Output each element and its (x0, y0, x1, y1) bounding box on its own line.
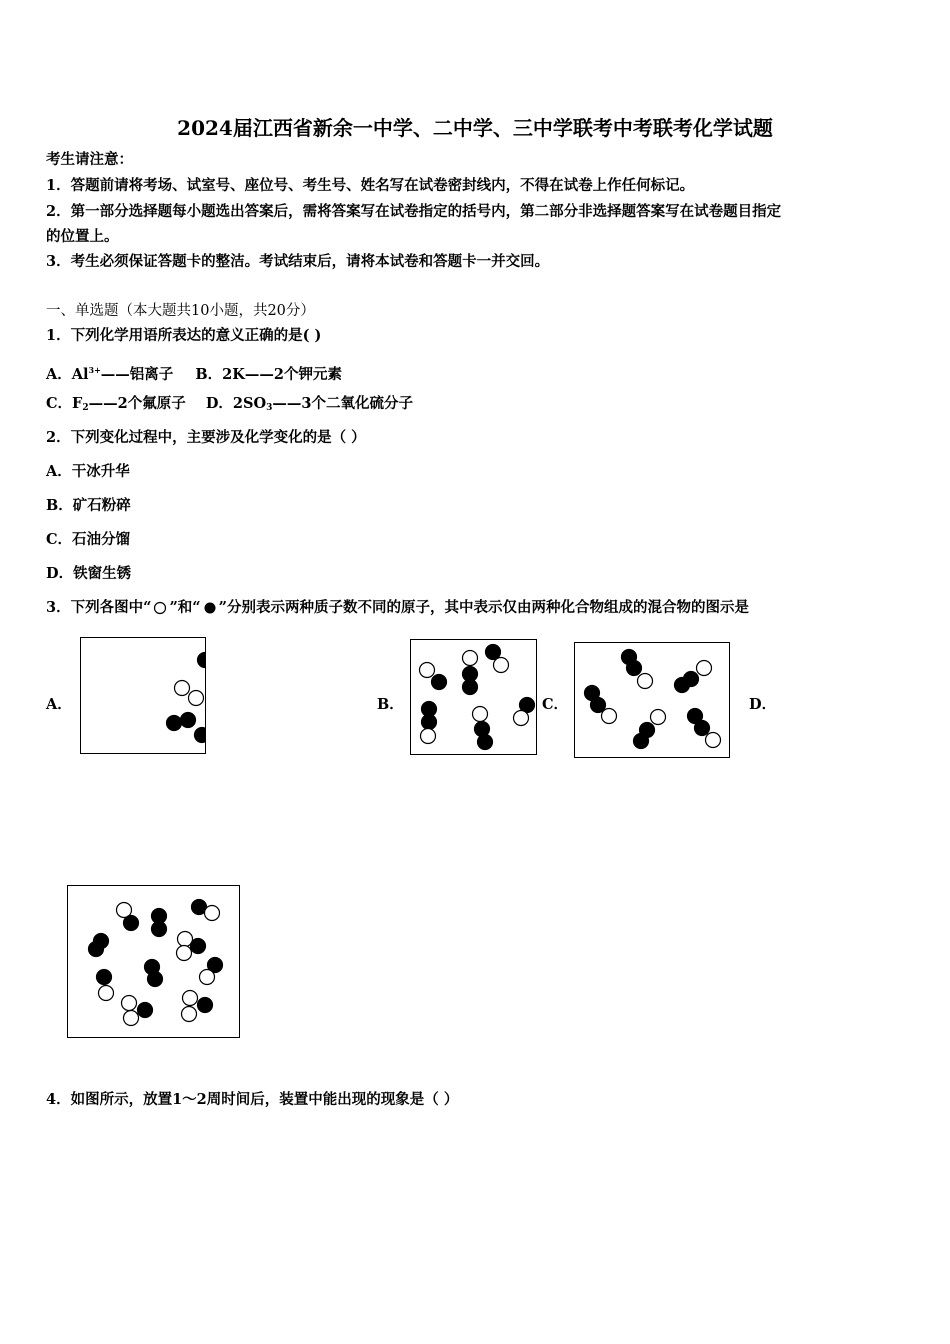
diagram-d-molecules (68, 886, 239, 1037)
q1-a-label: A．Al (46, 366, 89, 383)
diagram-b-molecules (411, 640, 536, 754)
q1-options-cd (46, 394, 413, 418)
q3-label-c: C． (542, 696, 569, 713)
notice-heading: 考生请注意： (46, 151, 133, 168)
q1-b-text: B．2K——2个钾元素 (195, 366, 342, 383)
q1-stem: 1．下列化学用语所表达的意义正确的是( ) (46, 327, 322, 344)
q1-a-text: ——铝离子 (100, 366, 174, 383)
diagram-c-molecules (575, 643, 729, 757)
q1-d-text: ——3个二氧化硫分子 (272, 395, 413, 412)
q2-option-c: C．石油分馏 (46, 531, 131, 548)
page-title: 2024届江西省新余一中学、二中学、三中学联考中考联考化学试题 (177, 116, 773, 140)
q3-label-a: A． (46, 696, 72, 713)
q2-option-d: D．铁窗生锈 (46, 565, 132, 582)
q2-option-b: B．矿石粉碎 (46, 497, 131, 514)
notice-item-3: 3．考生必须保证答题卡的整洁。考试结束后，请将本试卷和答题卡一并交回。 (46, 253, 550, 270)
q1-d-sub: 3 (266, 403, 273, 413)
diagram-b (410, 639, 537, 755)
notice-item-2: 2．第一部分选择题每小题选出答案后，需将答案写在试卷指定的括号内，第二部分非选择题答案写在试卷题目指定 (46, 203, 782, 220)
q2-option-a: A．干冰升华 (46, 463, 130, 480)
diagram-a-molecules (81, 638, 205, 753)
q1-c-sub: 2 (82, 403, 89, 413)
q3-stem: 3．下列各图中“ ”和“ ”分别表示两种质子数不同的原子，其中表示仅由两种化合物组成的混合物的图示是 (46, 599, 749, 616)
q1-options-ab (46, 360, 342, 385)
diagram-a (80, 637, 206, 754)
section-heading: 一、单选题（本大题共10小题，共20分） (46, 303, 315, 319)
q3-label-b: B． (377, 696, 404, 713)
diagram-c (574, 642, 730, 758)
diagram-d (67, 885, 240, 1038)
q1-d-label: D．2SO (205, 395, 267, 412)
open-circle-icon (151, 601, 169, 615)
q3-label-d: D． (749, 696, 777, 713)
q1-c-label: C．F (46, 395, 83, 412)
q2-stem: 2．下列变化过程中，主要涉及化学变化的是（ ） (46, 429, 366, 446)
q1-c-text: ——2个氟原子 (88, 395, 186, 412)
notice-item-2-cont: 的位置上。 (46, 228, 119, 245)
filled-circle-icon (201, 601, 219, 615)
notice-item-1: 1．答题前请将考场、试室号、座位号、考生号、姓名写在试卷密封线内，不得在试卷上作任何标记。 (46, 177, 695, 194)
q4-stem: 4．如图所示，放置1～2周时间后，装置中能出现的现象是（ ） (46, 1091, 459, 1108)
q1-a-sup: 3+ (88, 365, 101, 375)
